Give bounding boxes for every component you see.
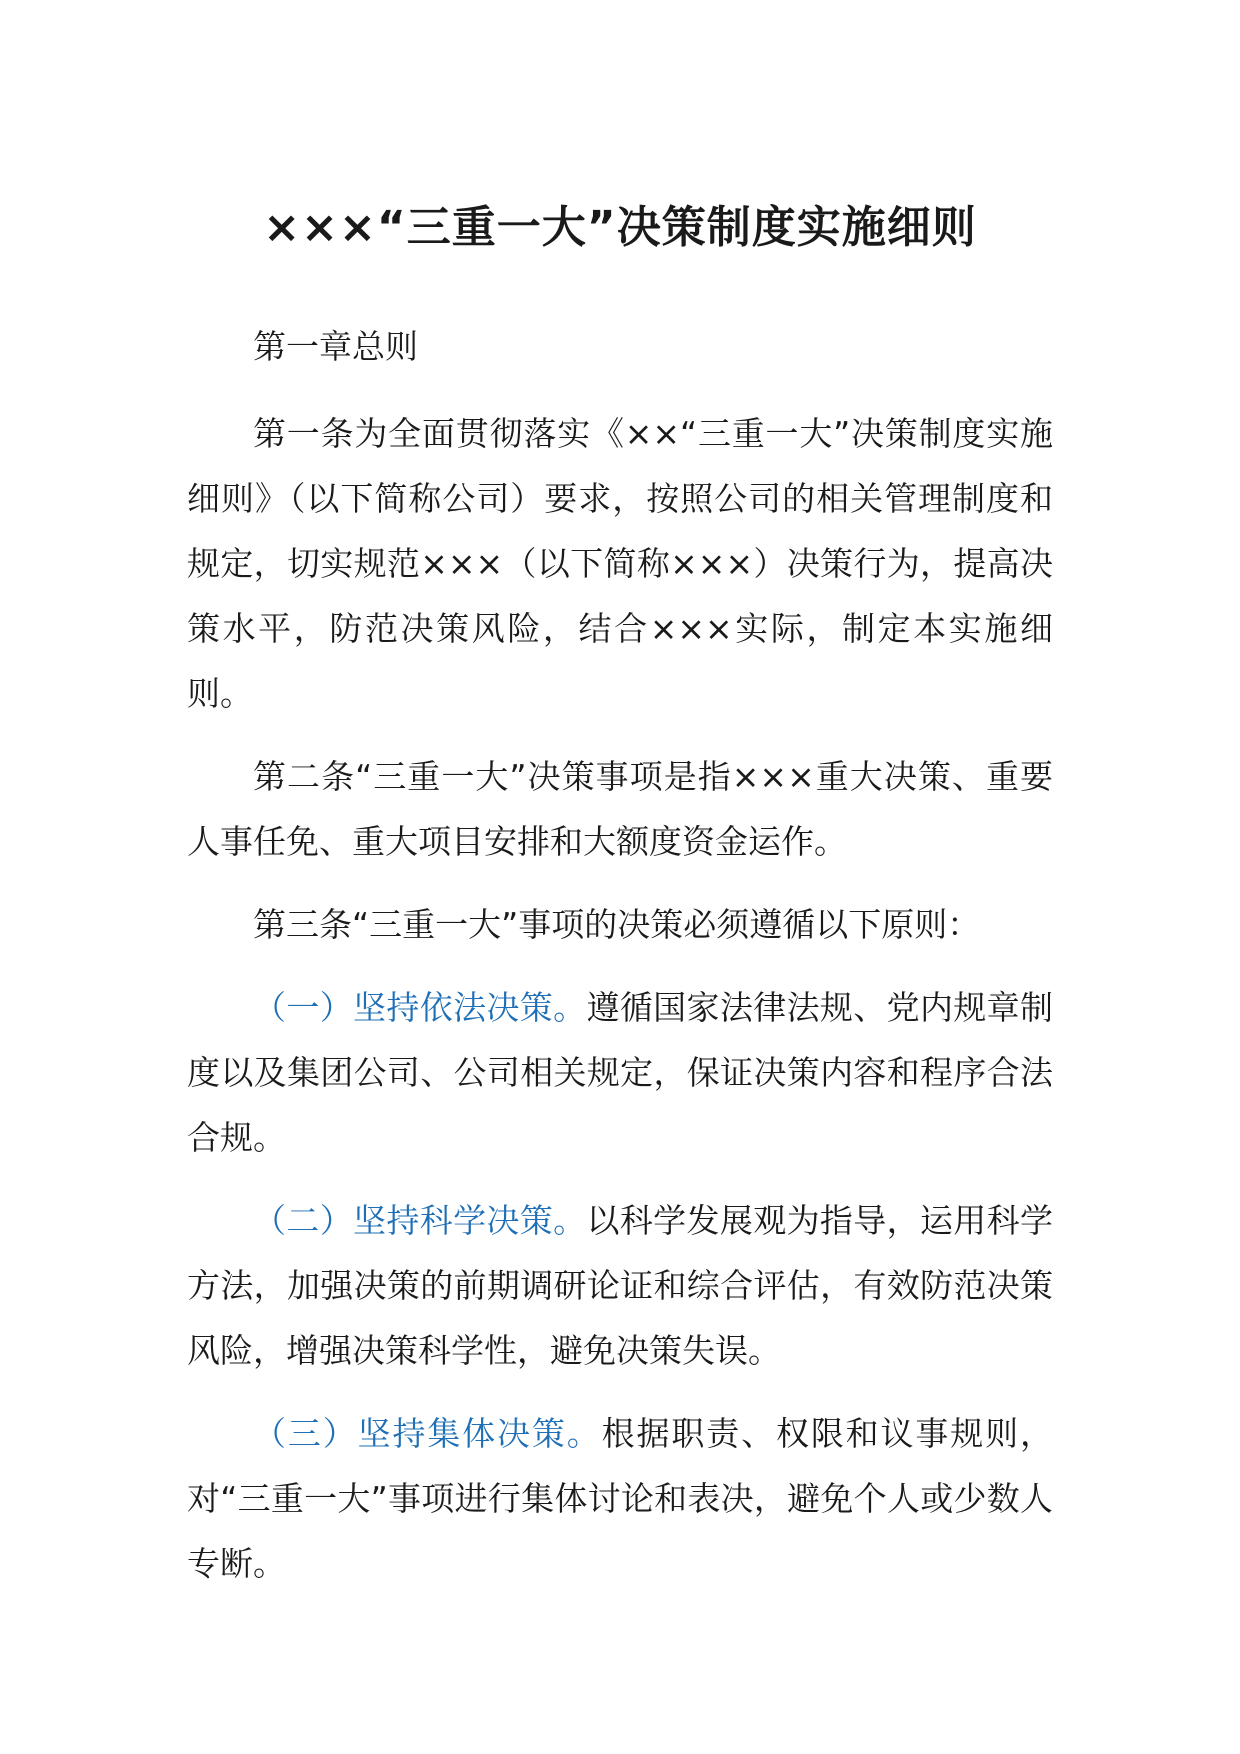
chapter-heading: 第一章总则 [253,327,418,366]
principle-2-text: 以科学发展观为指导，运用科学方法，加强决策的前期调研论证和综合评估，有效防范决策风险，增强决策科学性，避免决策失误。 [187,1201,1054,1370]
article-2-paragraph: 第二条“三重一大”决策事项是指×××重大决策、重要人事任免、重大项目安排和大额度资金运作。 [187,757,1053,861]
principle-2-paragraph [187,1188,1053,1383]
document-title: ×××“三重一大”决策制度实施细则 [263,202,977,253]
principle-1-heading: （一）坚持依法决策。 [253,988,587,1027]
principle-3-text: 根据职责、权限和议事规则，对“三重一大”事项进行集体讨论和表决，避免个人或少数人专断。 [187,1414,1054,1583]
principle-3-heading: （三）坚持集体决策。 [253,1414,602,1453]
principle-1-text: 遵循国家法律法规、党内规章制度以及集团公司、公司相关规定，保证决策内容和程序合法合规。 [187,988,1054,1157]
article-3-paragraph: 第三条“三重一大”事项的决策必须遵循以下原则： [253,905,981,944]
principle-3-paragraph [187,1401,1053,1596]
principle-1-paragraph [187,975,1053,1170]
principle-2-heading: （二）坚持科学决策。 [253,1201,587,1240]
article-1-paragraph: 第一条为全面贯彻落实《××“三重一大”决策制度实施细则》（以下简称公司）要求，按照公司的相关管理制度和规定，切实规范×××（以下简称×××）决策行为，提高决策水平，防范决策风险，结合×××实际，制定本实施细则。 [187,414,1053,713]
